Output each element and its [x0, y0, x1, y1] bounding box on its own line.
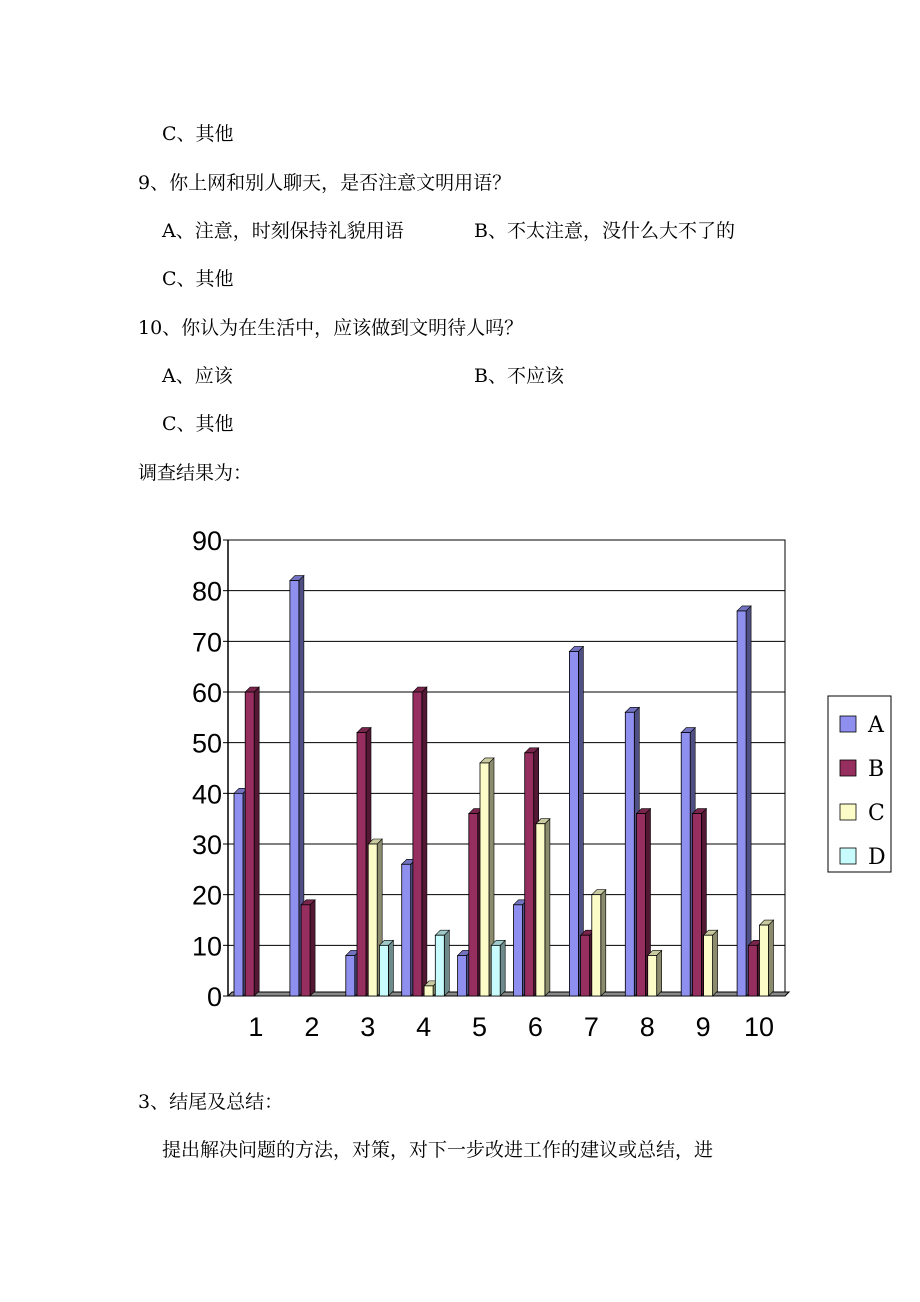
bar-a-10 [737, 611, 746, 996]
bar-a-6 [514, 905, 523, 996]
results-heading: 调查结果为： [138, 462, 253, 484]
question-9: 9、你上网和别人聊天，是否注意文明用语？ [138, 172, 512, 194]
legend-swatch-d [840, 848, 856, 864]
option-c-q8: C、其他 [162, 123, 234, 145]
legend-label-b: B [868, 757, 885, 782]
legend-swatch-c [840, 804, 856, 820]
bar-side [254, 687, 259, 996]
bar-a-5 [458, 955, 467, 996]
bar-a-3 [346, 955, 355, 996]
x-tick-label: 6 [527, 1012, 543, 1042]
bar-b-5 [469, 814, 478, 996]
bar-a-7 [569, 651, 578, 996]
x-tick-label: 5 [472, 1012, 488, 1042]
legend-label-c: C [868, 801, 885, 826]
bar-c-10 [760, 925, 769, 996]
legend-label-d: D [868, 845, 886, 870]
bar-b-2 [301, 905, 310, 996]
bar-b-4 [413, 692, 422, 996]
y-tick-label: 10 [191, 931, 222, 962]
bar-side [657, 950, 662, 996]
body-paragraph: 提出解决问题的方法，对策，对下一步改进工作的建议或总结，进 [162, 1139, 714, 1161]
bar-side [310, 900, 315, 996]
bar-d-3 [379, 945, 388, 996]
bar-c-5 [480, 763, 489, 996]
bar-side [422, 687, 427, 996]
bar-b-7 [581, 935, 590, 996]
y-tick-label: 60 [191, 678, 222, 708]
bar-b-3 [357, 733, 366, 996]
bar-b-6 [525, 753, 534, 996]
y-tick-label: 20 [191, 880, 222, 911]
y-tick-label: 90 [191, 526, 222, 556]
bar-a-9 [681, 733, 690, 996]
bar-a-1 [234, 793, 243, 996]
bar-b-9 [692, 814, 701, 996]
bar-c-9 [704, 935, 713, 996]
bar-b-8 [637, 814, 646, 996]
y-tick-label: 40 [191, 779, 222, 810]
option-b-q10: B、不应该 [474, 365, 564, 387]
survey-bar-chart [0, 520, 920, 1060]
bar-c-8 [648, 955, 657, 996]
x-tick-label: 1 [248, 1012, 264, 1042]
x-tick-label: 10 [744, 1012, 775, 1042]
bar-a-4 [402, 864, 411, 996]
legend-swatch-a [840, 716, 856, 732]
bar-a-8 [625, 712, 634, 996]
bar-side [444, 930, 449, 996]
bar-side [746, 606, 751, 996]
bar-side [601, 890, 606, 996]
bar-c-6 [536, 824, 545, 996]
section-heading-conclusion: 3、结尾及总结： [138, 1091, 284, 1113]
y-tick-label: 80 [191, 576, 222, 607]
bar-side [500, 940, 505, 996]
bar-side [545, 819, 550, 996]
bar-c-3 [368, 844, 377, 996]
option-c-q10: C、其他 [162, 413, 234, 435]
bar-a-2 [290, 581, 299, 996]
x-tick-label: 4 [416, 1012, 432, 1042]
x-tick-label: 7 [583, 1012, 599, 1042]
y-tick-label: 70 [191, 627, 222, 658]
option-a-q9: A、注意，时刻保持礼貌用语 [162, 220, 404, 242]
legend-swatch-b [840, 760, 856, 776]
option-b-q9: B、不太注意，没什么大不了的 [474, 220, 735, 242]
option-c-q9: C、其他 [162, 268, 234, 290]
bar-side [713, 930, 718, 996]
x-tick-label: 8 [639, 1012, 655, 1042]
bar-side [388, 940, 393, 996]
bar-d-5 [491, 945, 500, 996]
y-tick-label: 30 [191, 830, 222, 860]
option-a-q10: A、应该 [162, 365, 233, 387]
legend-label-a: A [868, 713, 884, 738]
bar-c-4 [424, 986, 433, 996]
y-tick-label: 50 [191, 728, 222, 759]
bar-d-4 [435, 935, 444, 996]
bar-b-1 [245, 692, 254, 996]
bar-c-7 [592, 895, 601, 996]
x-tick-label: 3 [360, 1012, 376, 1042]
bar-b-10 [748, 945, 757, 996]
x-tick-label: 9 [695, 1012, 711, 1042]
question-10: 10、你认为在生活中，应该做到文明待人吗？ [138, 317, 524, 339]
bar-side [769, 920, 774, 996]
x-tick-label: 2 [304, 1012, 320, 1042]
y-tick-label: 0 [206, 982, 222, 1012]
